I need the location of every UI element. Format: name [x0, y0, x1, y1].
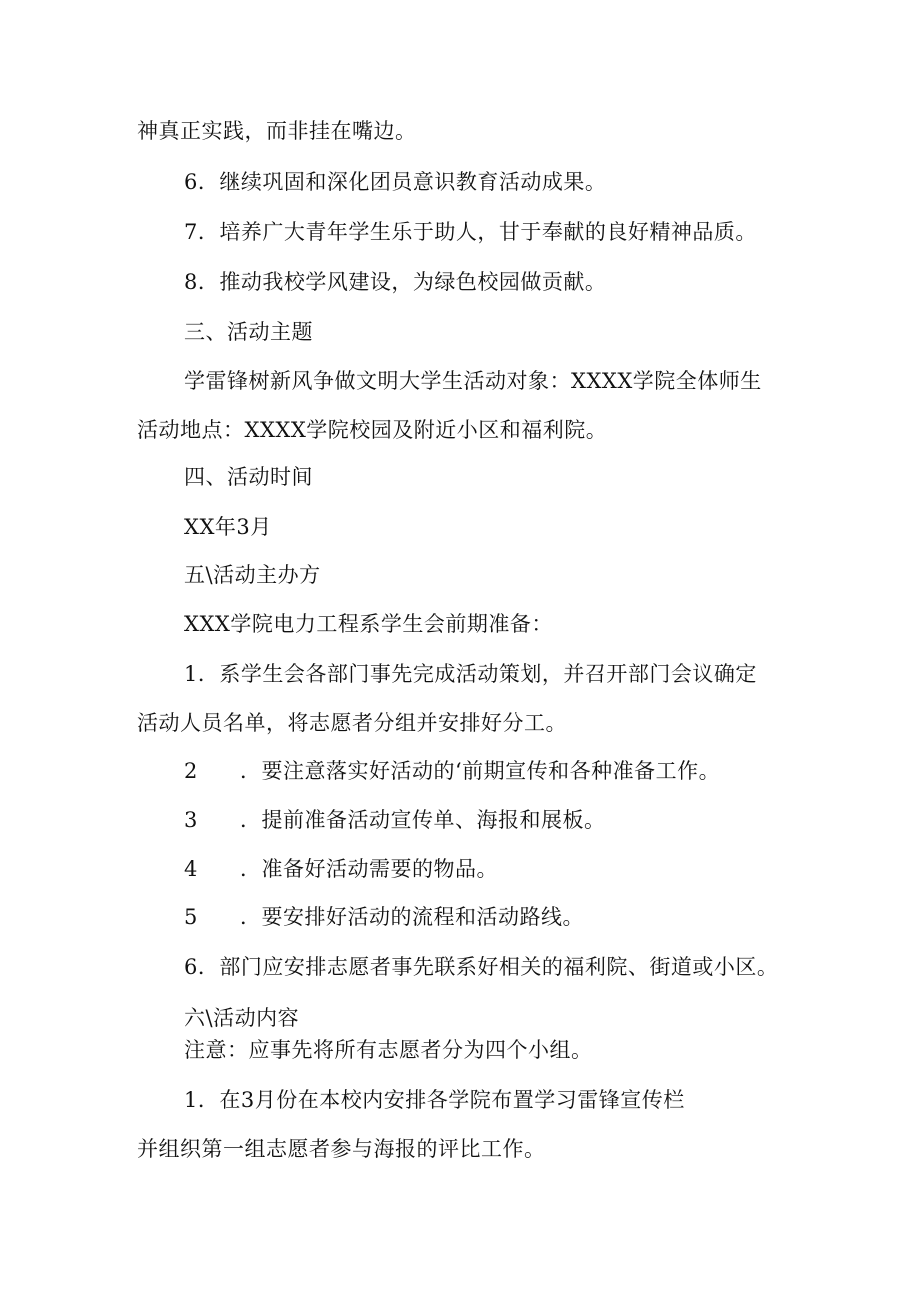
note-text: 注意：应事先将所有志愿者分为四个小组。: [184, 1038, 593, 1062]
location-text: 活动地点：XXXX学院校园及附近小区和福利院。: [137, 418, 608, 442]
text-line: 神真正实践，而非挂在嘴边。: [137, 119, 417, 143]
list-item-7: 7．培养广大青年学生乐于助人，甘于奉献的良好精神品质。: [184, 220, 757, 244]
content-item-1-cont: 并组织第一组志愿者参与海报的评比工作。: [137, 1137, 546, 1161]
prep-item-6: 6．部门应安排志愿者事先联系好相关的福利院、街道或小区。: [184, 955, 779, 979]
section-heading-time: 四、活动时间: [184, 465, 313, 489]
prep-item-1-cont: 活动人员名单，将志愿者分组并安排好分工。: [137, 711, 567, 735]
content-item-1: 1．在3月份在本校内安排各学院布置学习雷锋宣传栏: [184, 1088, 685, 1112]
section-heading-content: 六\活动内容: [184, 1006, 300, 1030]
item-number: 3: [184, 808, 198, 832]
prep-item-3: [184, 806, 606, 834]
prep-item-4: [184, 855, 498, 883]
list-item-6: 6．继续巩固和深化团员意识教育活动成果。: [184, 170, 607, 194]
item-text: ．准备好活动需要的物品。: [240, 857, 498, 881]
organizer-text: XXX学院电力工程系学生会前期准备：: [184, 612, 553, 636]
time-text: XX年3月: [184, 515, 272, 539]
item-text: ．提前准备活动宣传单、海报和展板。: [240, 808, 606, 832]
section-heading-organizer: 五\活动主办方: [184, 563, 321, 587]
prep-item-2: [184, 757, 720, 785]
item-number: 5: [184, 905, 198, 929]
item-text: ．要注意落实好活动的‘前期宣传和各种准备工作。: [240, 759, 721, 783]
section-heading-theme: 三、活动主题: [184, 320, 313, 344]
item-text: ．要安排好活动的流程和活动路线。: [240, 905, 584, 929]
theme-text: 学雷锋树新风争做文明大学生活动对象：XXXX学院全体师生: [184, 369, 762, 393]
item-number: 2: [184, 759, 198, 783]
item-number: 4: [184, 857, 198, 881]
prep-item-1: 1．系学生会各部门事先完成活动策划，并召开部门会议确定: [184, 662, 757, 686]
prep-item-5: [184, 903, 584, 931]
list-item-8: 8．推动我校学风建设，为绿色校园做贡献。: [184, 270, 607, 294]
